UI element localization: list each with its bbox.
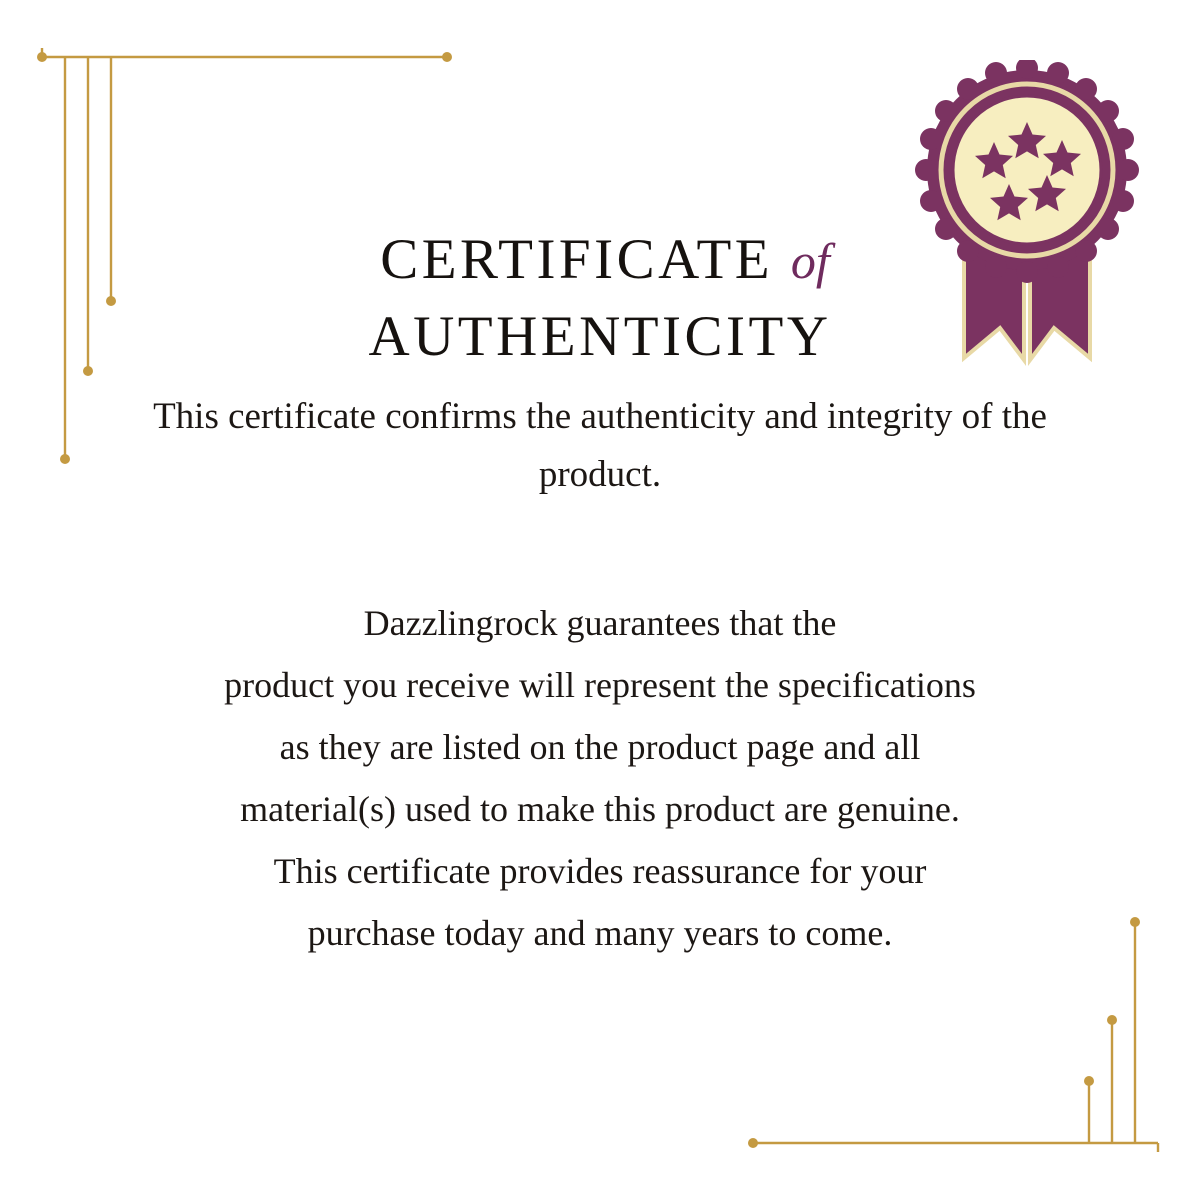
page-title <box>0 222 1200 375</box>
body-line: material(s) used to make this product are genuine. <box>240 789 960 829</box>
title-line-2: AUTHENTICITY <box>368 305 832 368</box>
body-paragraph <box>0 592 1200 964</box>
body-line: product you receive will represent the specifications <box>224 665 976 705</box>
body-line: purchase today and many years to come. <box>307 913 893 953</box>
title-main-word: CERTIFICATE <box>380 228 774 291</box>
body-line: as they are listed on the product page and all <box>279 727 921 767</box>
title-line-1 <box>0 222 1200 299</box>
body-line: This certificate provides reassurance for your <box>273 851 927 891</box>
lead-paragraph: This certificate confirms the authenticity and integrity of the product. <box>153 396 1047 495</box>
body-line: Dazzlingrock guarantees that the <box>363 603 837 643</box>
title-italic-of: of <box>790 233 830 289</box>
